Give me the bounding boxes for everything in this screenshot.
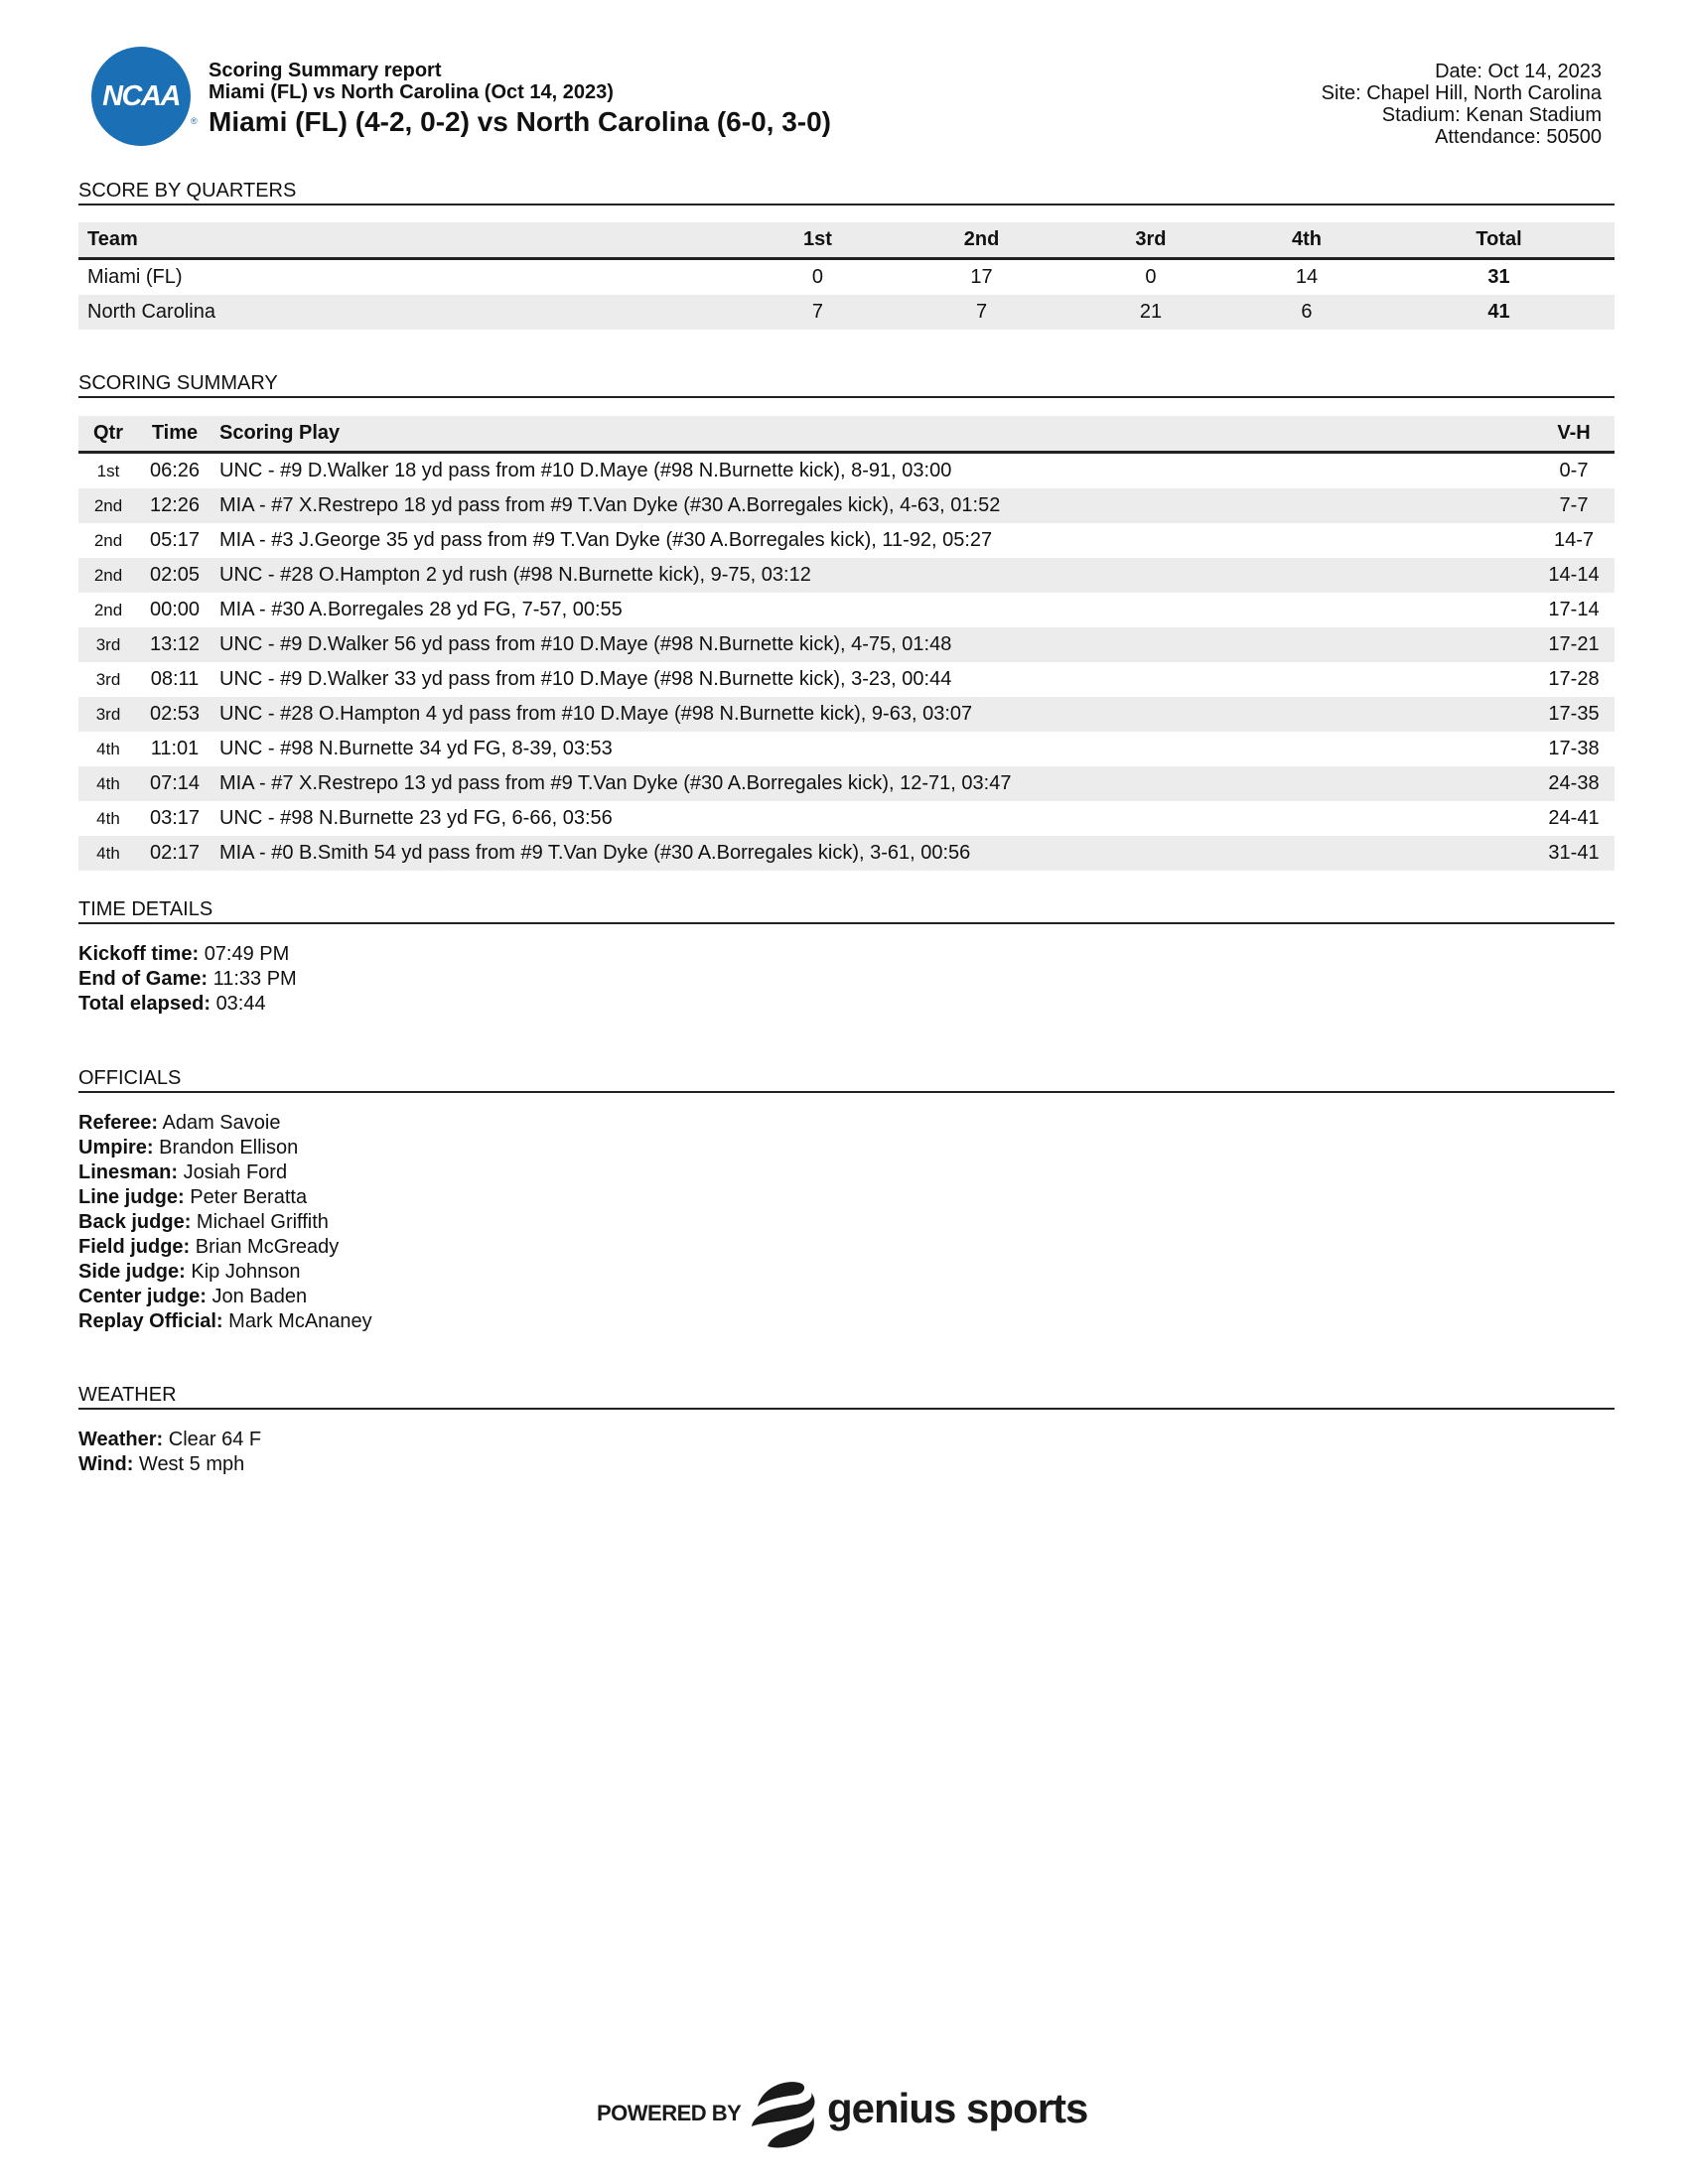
- game-clock: 07:14: [138, 766, 211, 801]
- total-score: 41: [1383, 295, 1615, 330]
- report-header: [78, 45, 1615, 154]
- game-clock: 00:00: [149, 599, 201, 620]
- detail-label: End of Game:: [78, 968, 209, 990]
- running-score: 14-14: [1533, 558, 1615, 593]
- scoring-play: MIA - #30 A.Borregales 28 yd FG, 7-57, 00:55: [219, 599, 623, 620]
- detail-value: Josiah Ford: [183, 1161, 288, 1183]
- detail-value: Adam Savoie: [162, 1112, 281, 1134]
- detail-item: [78, 1428, 261, 1452]
- detail-label: Center judge:: [78, 1286, 207, 1307]
- table-row: [78, 259, 1615, 296]
- scoring-play: UNC - #9 D.Walker 33 yd pass from #10 D.Maye (#98 N.Burnette kick), 3-23, 00:44: [219, 668, 952, 690]
- detail-label: Side judge:: [78, 1261, 186, 1283]
- running-score: 14-7: [1553, 529, 1595, 551]
- detail-item: [78, 1111, 372, 1136]
- scoring-play: MIA - #7 X.Restrepo 18 yd pass from #9 T.Van Dyke (#30 A.Borregales kick), 4-63, 01:52: [211, 488, 1533, 523]
- detail-value: Mark McAnaney: [228, 1310, 372, 1332]
- detail-item: [78, 1285, 372, 1309]
- scoring-summary-table: [78, 416, 1615, 871]
- col-q1: 1st: [744, 222, 892, 259]
- detail-value: 11:33 PM: [212, 968, 297, 990]
- running-score: 17-21: [1533, 627, 1615, 662]
- game-clock: 11:01: [150, 738, 200, 759]
- detail-value: Jon Baden: [211, 1286, 308, 1307]
- matchup-records: Miami (FL) (4-2, 0-2) vs North Carolina (6-0, 3-0): [209, 106, 831, 137]
- q3-score: 21: [1071, 295, 1230, 330]
- detail-item: [78, 1136, 372, 1160]
- col-q2: 2nd: [892, 222, 1071, 259]
- team-name: North Carolina: [78, 295, 744, 330]
- score-by-quarters-heading: SCORE BY QUARTERS: [78, 179, 1615, 205]
- time-details-heading: TIME DETAILS: [78, 897, 1615, 924]
- table-row: [78, 801, 1615, 836]
- detail-label: Linesman:: [78, 1161, 179, 1183]
- ncaa-logo-text: NCAA: [102, 80, 180, 112]
- detail-value: Peter Beratta: [190, 1186, 308, 1208]
- running-score: 17-38: [1548, 738, 1600, 759]
- game-clock: 13:12: [138, 627, 211, 662]
- registered-mark: ®: [191, 116, 198, 126]
- quarter: 4th: [78, 836, 138, 871]
- quarter: 2nd: [78, 488, 138, 523]
- running-score: 24-41: [1548, 807, 1600, 829]
- scoring-play: UNC - #28 O.Hampton 2 yd rush (#98 N.Burnette kick), 9-75, 03:12: [211, 558, 1533, 593]
- detail-value: Clear 64 F: [168, 1429, 262, 1450]
- running-score: 31-41: [1533, 836, 1615, 871]
- quarter: 3rd: [78, 697, 138, 732]
- col-time: Time: [138, 416, 211, 453]
- col-vh: V-H: [1533, 416, 1615, 453]
- detail-value: Kip Johnson: [191, 1261, 301, 1283]
- detail-item: [78, 992, 297, 1017]
- table-row: [78, 558, 1615, 593]
- score-by-quarters-table: [78, 222, 1615, 330]
- q3-score: 0: [1145, 266, 1157, 288]
- game-clock: 03:17: [149, 807, 201, 829]
- quarter: 4th: [78, 766, 138, 801]
- q4-score: 6: [1230, 295, 1383, 330]
- genius-sports-logo-icon: [748, 2077, 819, 2152]
- detail-label: Referee:: [78, 1112, 159, 1134]
- weather-heading: WEATHER: [78, 1383, 1615, 1410]
- report-titles: [209, 60, 831, 139]
- detail-value: 07:49 PM: [204, 943, 290, 965]
- detail-item: [78, 1260, 372, 1285]
- col-team: Team: [78, 222, 744, 259]
- running-score: 24-38: [1533, 766, 1615, 801]
- table-row: [78, 453, 1615, 489]
- running-score: 17-35: [1533, 697, 1615, 732]
- footer-branding: [597, 2077, 1093, 2156]
- detail-item: [78, 1309, 372, 1334]
- quarter: 1st: [96, 461, 120, 480]
- quarter: 3rd: [78, 627, 138, 662]
- scoring-summary-heading: SCORING SUMMARY: [78, 371, 1615, 398]
- game-clock: 12:26: [138, 488, 211, 523]
- powered-by-label: POWERED BY: [597, 2101, 742, 2125]
- game-clock: 02:17: [138, 836, 211, 871]
- table-header-row: [78, 222, 1615, 259]
- scoring-play: UNC - #9 D.Walker 18 yd pass from #10 D.Maye (#98 N.Burnette kick), 8-91, 03:00: [219, 460, 952, 481]
- scoring-play: MIA - #3 J.George 35 yd pass from #9 T.Van Dyke (#30 A.Borregales kick), 11-92, 05:27: [219, 529, 993, 551]
- game-stadium: Stadium: Kenan Stadium: [1381, 104, 1602, 126]
- col-qtr: Qtr: [78, 416, 138, 453]
- running-score: 0-7: [1559, 460, 1589, 481]
- scoring-play: UNC - #98 N.Burnette 34 yd FG, 8-39, 03:53: [219, 738, 613, 759]
- scoring-play: UNC - #28 O.Hampton 4 yd pass from #10 D.Maye (#98 N.Burnette kick), 9-63, 03:07: [211, 697, 1533, 732]
- q2-score: 17: [970, 266, 993, 288]
- col-q3: 3rd: [1071, 222, 1230, 259]
- matchup-date: Miami (FL) vs North Carolina (Oct 14, 2023): [209, 81, 614, 103]
- quarter: 2nd: [93, 600, 123, 619]
- quarter: 4th: [96, 808, 120, 828]
- genius-sports-wordmark: genius sports: [827, 2085, 1088, 2131]
- officials-heading: OFFICIALS: [78, 1066, 1615, 1093]
- table-row: [78, 627, 1615, 662]
- game-attendance: Attendance: 50500: [1435, 126, 1602, 148]
- q1-score: 0: [811, 266, 824, 288]
- col-scoring-play: Scoring Play: [211, 416, 1533, 453]
- quarter: 3rd: [95, 669, 121, 689]
- scoring-play: MIA - #0 B.Smith 54 yd pass from #9 T.Van Dyke (#30 A.Borregales kick), 3-61, 00:56: [211, 836, 1533, 871]
- table-row: [78, 523, 1615, 558]
- game-date: Date: Oct 14, 2023: [1435, 61, 1602, 82]
- quarter: 2nd: [78, 558, 138, 593]
- detail-item: [78, 1210, 372, 1235]
- detail-label: Field judge:: [78, 1236, 191, 1258]
- game-meta: [1322, 61, 1602, 148]
- scoring-play: MIA - #7 X.Restrepo 13 yd pass from #9 T.Van Dyke (#30 A.Borregales kick), 12-71, 03:47: [211, 766, 1533, 801]
- table-row: [78, 766, 1615, 801]
- running-score: 17-28: [1548, 668, 1600, 690]
- running-score: 7-7: [1533, 488, 1615, 523]
- q2-score: 7: [892, 295, 1071, 330]
- time-details-list: [78, 942, 297, 1017]
- detail-value: Brian McGready: [195, 1236, 340, 1258]
- detail-item: [78, 1235, 372, 1260]
- running-score: 17-14: [1548, 599, 1600, 620]
- table-header-row: [78, 416, 1615, 453]
- detail-label: Line judge:: [78, 1186, 185, 1208]
- detail-label: Total elapsed:: [78, 993, 211, 1015]
- game-site: Site: Chapel Hill, North Carolina: [1321, 82, 1602, 104]
- game-clock: 06:26: [149, 460, 201, 481]
- table-row: [78, 593, 1615, 627]
- detail-item: [78, 967, 297, 992]
- detail-label: Kickoff time:: [78, 943, 200, 965]
- q4-score: 14: [1295, 266, 1319, 288]
- detail-label: Umpire:: [78, 1137, 154, 1159]
- quarter: 2nd: [93, 530, 123, 550]
- report-title: Scoring Summary report: [209, 60, 442, 81]
- detail-value: Michael Griffith: [196, 1211, 329, 1233]
- detail-label: Back judge:: [78, 1211, 192, 1233]
- detail-item: [78, 1452, 261, 1477]
- detail-label: Weather:: [78, 1429, 164, 1450]
- detail-item: [78, 1185, 372, 1210]
- detail-item: [78, 1160, 372, 1185]
- total-score: 31: [1487, 266, 1510, 288]
- game-clock: 08:11: [150, 668, 200, 690]
- table-row: [78, 732, 1615, 766]
- table-row: [78, 662, 1615, 697]
- table-row: [78, 295, 1615, 330]
- scoring-summary-rows: [78, 453, 1615, 872]
- col-total: Total: [1383, 222, 1615, 259]
- table-row: [78, 836, 1615, 871]
- game-clock: 02:53: [138, 697, 211, 732]
- weather-list: [78, 1428, 261, 1477]
- game-clock: 02:05: [138, 558, 211, 593]
- detail-label: Wind:: [78, 1453, 134, 1475]
- scoring-play: UNC - #98 N.Burnette 23 yd FG, 6-66, 03:56: [219, 807, 613, 829]
- game-clock: 05:17: [149, 529, 201, 551]
- col-q4: 4th: [1230, 222, 1383, 259]
- detail-value: West 5 mph: [138, 1453, 245, 1475]
- detail-value: 03:44: [215, 993, 266, 1015]
- table-row: [78, 697, 1615, 732]
- table-row: [78, 488, 1615, 523]
- detail-value: Brandon Ellison: [159, 1137, 299, 1159]
- quarter: 4th: [96, 739, 120, 758]
- detail-label: Replay Official:: [78, 1310, 223, 1332]
- officials-list: [78, 1111, 372, 1334]
- q1-score: 7: [744, 295, 892, 330]
- detail-item: [78, 942, 297, 967]
- ncaa-logo-icon: [91, 47, 198, 146]
- scoring-play: UNC - #9 D.Walker 56 yd pass from #10 D.Maye (#98 N.Burnette kick), 4-75, 01:48: [211, 627, 1533, 662]
- team-name: Miami (FL): [87, 266, 183, 288]
